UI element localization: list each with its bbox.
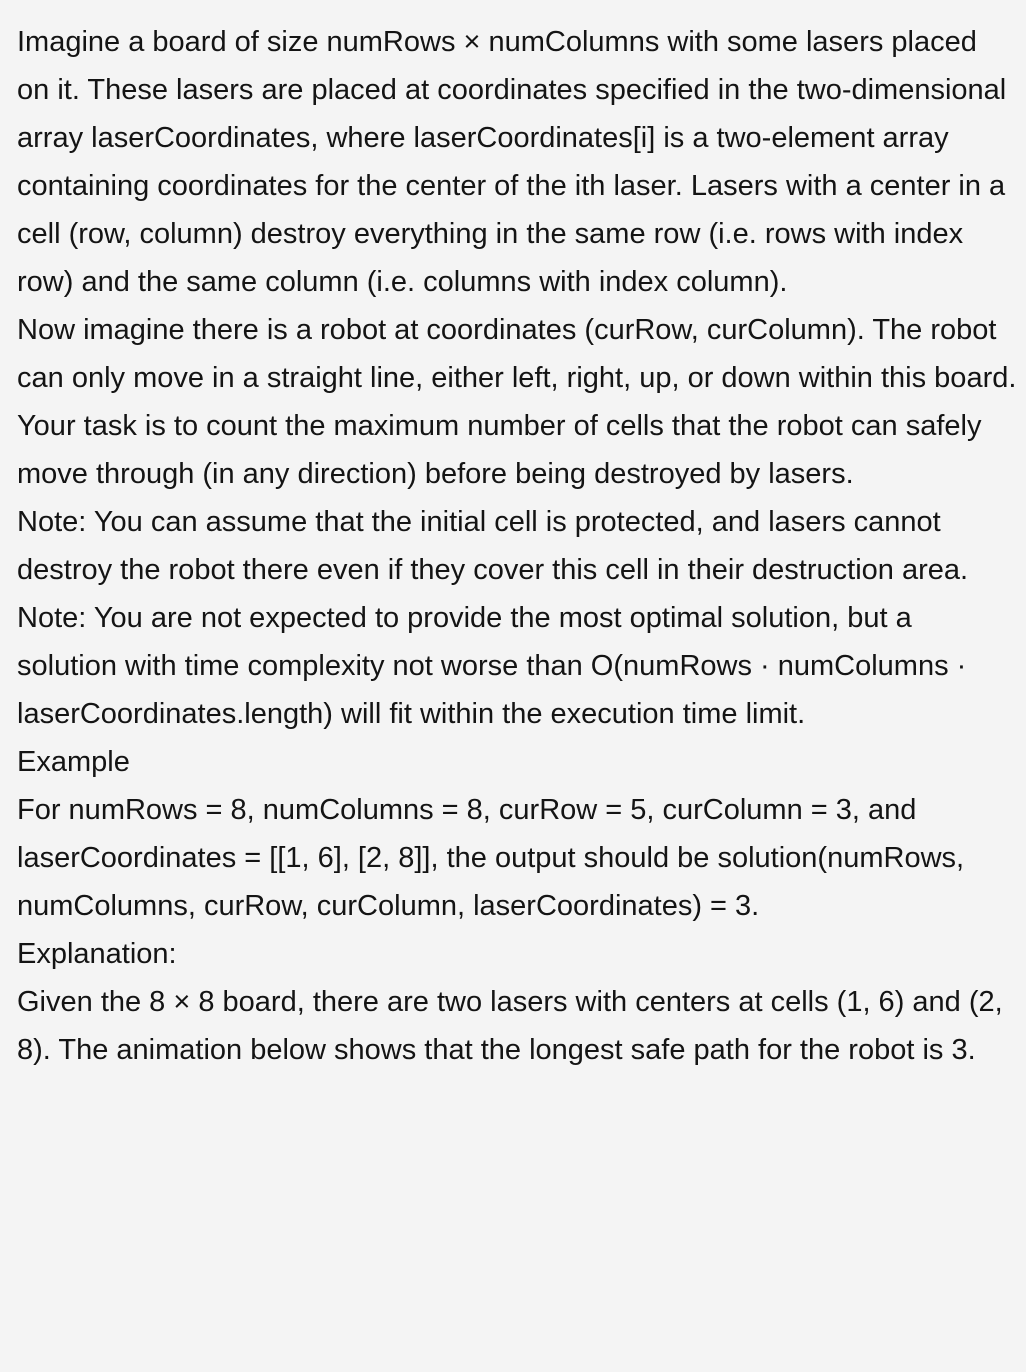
intro-paragraph: Imagine a board of size numRows × numColumns with some lasers placed on it. These lasers are placed at coordinates specified in the two-dimensional array laserCoordinates, where laserCoordinates[i] is a two-element array containing coordinates for the center of the ith laser. Lasers with a center in a cell (row, column) destroy everything in the same row (i.e. rows with index row) and the same column (i.e. columns with index column). (17, 26, 1007, 298)
explanation-paragraph: Given the 8 × 8 board, there are two lasers with centers at cells (1, 6) and (2, 8). The animation below shows that the longest safe path for the robot is 3. (17, 986, 1003, 1066)
note-complexity: Note: You are not expected to provide the most optimal solution, but a solution with time complexity not worse than O(numRows · numColumns · laserCoordinates.length) will fit within the execution time limit. (17, 602, 967, 730)
problem-statement (17, 18, 1017, 1074)
example-paragraph: For numRows = 8, numColumns = 8, curRow = 5, curColumn = 3, and laserCoordinates = [[1, 6], [2, 8]], the output should be solution(numRows, numColumns, curRow, curColumn, laserCoordinates) = 3. (17, 794, 965, 922)
robot-paragraph: Now imagine there is a robot at coordinates (curRow, curColumn). The robot can only move in a straight line, either left, right, up, or down within this board. Your task is to count the maximum number of cells that the robot can safely move through (in any direction) before being destroyed by lasers. (17, 314, 1017, 490)
explanation-heading: Explanation: (17, 938, 177, 970)
note-protected-cell: Note: You can assume that the initial cell is protected, and lasers cannot destroy the robot there even if they cover this cell in their destruction area. (17, 506, 969, 586)
example-heading: Example (17, 746, 130, 778)
